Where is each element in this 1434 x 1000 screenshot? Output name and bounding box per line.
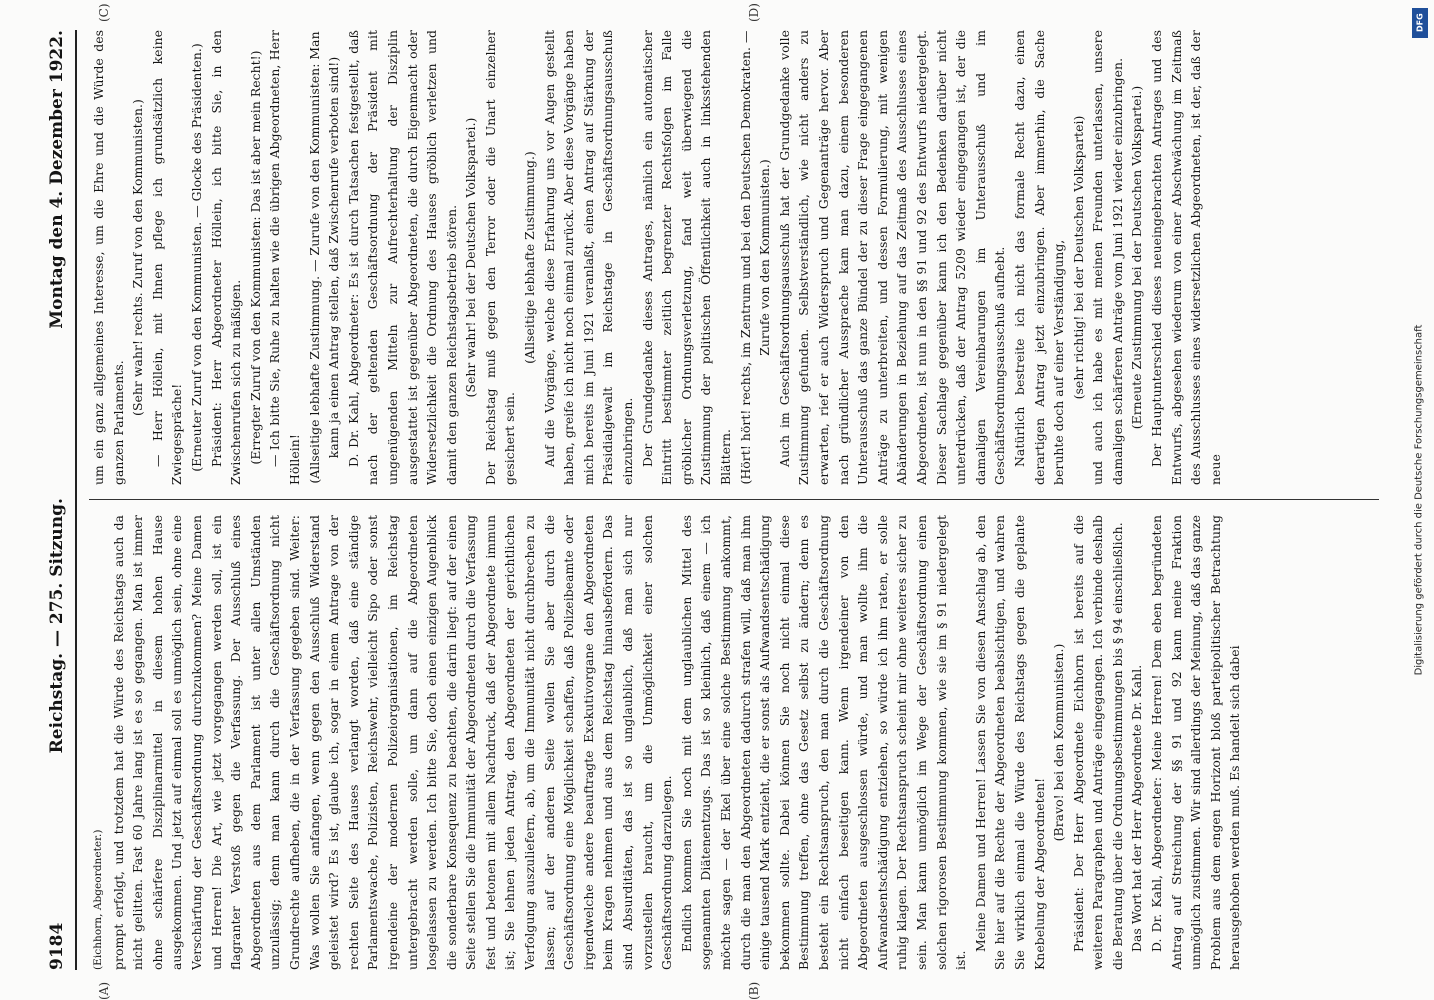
margin-marker-c: (C) <box>97 3 111 22</box>
paragraph: Der Hauptunterschied dieses neueingebrachten Antrages und des Entwurfs, abgesehen wiederum von einer Abschwächung im Zeitmaß des Ausschlusses eines widersetzlichen Abgeordneten, ist der, daß der neue <box>1149 30 1223 485</box>
dfg-logo: DFG <box>1412 8 1428 38</box>
paragraph: (sehr richtig! bei der Deutschen Volkspartei) <box>1070 115 1086 400</box>
paragraph: — Herr Höllein, mit Ihnen pflege ich grundsätzlich keine Zwiegespräche! <box>149 30 185 485</box>
session-date: Montag den 4. Dezember 1922. <box>47 30 67 329</box>
column-divider <box>89 499 1379 500</box>
paragraph: (Erneuter Zuruf von den Kommunisten. — Glocke des Präsidenten.) <box>188 43 204 472</box>
paragraph: Das Wort hat der Herr Abgeordnete Dr. Kahl. <box>1129 664 1145 952</box>
paragraph: (Allseitige lebhafte Zustimmung.) <box>522 151 538 364</box>
paragraph: — Ich bitte Sie, Ruhe zu halten wie die übrigen Abgeordneten, Herr Höllein! <box>267 30 302 485</box>
left-column <box>89 515 1389 970</box>
paragraph: (Bravo! bei den Kommunisten.) <box>1051 643 1067 842</box>
paragraph: (Sehr wahr! bei der Deutschen Volkspartei.) <box>463 117 479 398</box>
rotated-document-page <box>27 3 1407 1000</box>
paragraph: Präsident: Der Herr Abgeordnete Eichhorn ist bereits auf die weiteren Paragraphen und Anträge eingegangen. Ich verbinde deshalb die Beratung über die Ordnungsbestimmungen bis § 94 einschließlich. <box>1070 515 1125 970</box>
paragraph: und auch ich habe es mit meinen Freunden unterlassen, unsere damaligen schärferen Anträge vom Juni 1921 wieder einzubringen. <box>1090 30 1125 485</box>
paragraph: Präsident: Herr Abgeordneter Höllein, ich bitte Sie, in den Zwischenrufen sich zu mäßigen. <box>208 30 244 485</box>
paragraph: (Erregter Zuruf von den Kommunisten: Das ist aber mein Recht!) <box>247 50 263 465</box>
paragraph: (Allseitige lebhafte Zustimmung. — Zurufe von den Kommunisten: Man kann ja einen Antrag stellen, daß Zwischenrufe verboten sind!) <box>306 31 342 484</box>
margin-marker-b: (B) <box>747 981 761 1000</box>
paragraph: (Hört! hört! rechts, im Zentrum und bei den Deutschen Demokraten. — Zurufe von den Kommunisten.) <box>737 30 773 485</box>
paragraph: Auf die Vorgänge, welche diese Erfahrung uns vor Augen gestellt haben, greife ich nicht noch einmal zurück. Aber diese Vorgänge haben mich bereits im Juni 1921 veranlaßt, einen Antrag auf Stärkung der Präsidialgewalt im Reichstage in Geschäftsordnungsausschuß einzubringen. <box>541 30 636 485</box>
paragraph: Der Grundgedanke dieses Antrages, nämlich ein automatischer Eintritt bestimmter zeitlich begrenzter Rechtsfolgen im Falle gröblicher Ordnungsverletzung, fand weit überwiegend die Zustimmung der politischen Öffentlichkeit auch in linksstehenden Blättern. <box>639 30 733 485</box>
session-title: Reichstag. — 275. Sitzung. <box>47 498 67 754</box>
paragraph: Meine Damen und Herren! Lassen Sie von diesen Anschlag ab, den Sie hier auf die Rechte der Abgeordneten beabsichtigen, und wahren Sie wirklich einmal die Würde des Reichstags gegen die geplante Knebelung der Abgeordneten! <box>972 515 1047 970</box>
margin-marker-a: (A) <box>97 981 111 1000</box>
digitization-note-text: Digitalisierung gefördert durch die Deutsche Forschungsgemeinschaft <box>1413 324 1425 676</box>
paragraph: prompt erfolgt, und trotzdem hat die Würde des Reichstags auch da nicht gelitten. Fast 60 Jahre lang ist es so gegangen. Man ist immer ohne schärfere Disziplinarmittel in diesem hohen Hause ausgekommen. Und jetzt auf einmal soll es unmöglich sein, ohne eine Verschärfung der Geschäftsordnung durchzukommen? Meine Damen und Herren! Die Art, wie jetzt vorgegangen werden soll, ist ein flagranter Verstoß gegen die Verfassung. Der Ausschluß eines Abgeordneten aus dem Parlament ist unter allen Umständen unzulässig; denn man kann durch die Geschäftsordnung nicht Grundrechte aufheben, die in der Verfassung gegeben sind. Weiter: Was wollen Sie anfangen, wenn gegen den Ausschluß Widerstand geleistet wird? Es ist, glaube ich, sogar in einem Antrage von der rechten Seite des Hauses verlangt worden, daß eine ständige Parlamentswache, Polizisten, Reichswehr, vielleicht Sipo oder sonst irgendeine der modernen Polizeiorganisationen, im Reichstag untergebracht werden solle, um dann auf die Abgeordneten losgelassen zu werden. Ich bitte Sie, doch einen einzigen Augenblick die sonderbare Konsequenz zu beachten, die darin liegt: auf der einen Seite stellen Sie die Immunität der Abgeordneten durch die Verfassung fest und betonen mit allem Nachdruck, daß der Abgeordnete immun ist; Sie lehnen jeden Antrag, den Abgeordneten der gerichtlichen Verfolgung auszuliefern, ab, um die Immunität nicht durchbrechen zu lassen; auf der anderen Seite wollen Sie aber durch die Geschäftsordnung eine Möglichkeit schaffen, daß Polizeibeamte oder irgendwelche andere beauftragte Exekutivorgane den Abgeordneten beim Kragen nehmen und aus dem Reichstag hinausbefördern. Das sind Absurditäten, das ist so unglaublich, daß man sich nur vorzustellen braucht, um die Unmöglichkeit einer solchen Geschäftsordnung darzulegen. <box>110 515 675 970</box>
paragraph: Natürlich bestreite ich nicht das formale Recht dazu, einen derartigen Antrag jetzt einzubringen. Aber immerhin, die Sache beruhte doch auf einer Verständigung, <box>1011 30 1067 485</box>
right-column <box>89 30 1389 485</box>
paragraph: D. Dr. Kahl, Abgeordneter: Meine Herren! Dem eben begründeten Antrag auf Streichung der §§ 91 und 92 kann meine Fraktion unmöglich zustimmen. Wir sind allerdings der Meinung, daß das ganze Problem aus dem engen Horizont bloß parteipolitischer Betrachtung herausgehoben werden muß. Es handelt sich dabei <box>1149 515 1243 970</box>
paragraph: (Erneute Zustimmung bei der Deutschen Volkspartei.) <box>1129 85 1145 430</box>
paragraph: (Sehr wahr! rechts. Zuruf von den Kommunisten.) <box>130 99 146 416</box>
page-number: 9184 <box>47 922 67 970</box>
paragraph: Endlich kommen Sie noch mit dem unglaublichen Mittel des sogenannten Diätenentzugs. Das ist so kleinlich, daß einem — ich möchte sagen — der Ekel über eine solche Bestimmung ankommt, durch die man den Abgeordneten dadurch strafen will, daß man ihm einige tausend Mark entzieht, die er sonst als Aufwandsentschädigung bekommen sollte. Dabei können Sie noch nicht einmal diese Bestimmung treffen, ohne das Gesetz selbst zu ändern; denn es besteht ein Rechtsanspruch, den man durch die Geschäftsordnung nicht einfach beseitigen kann. Wenn irgendeiner von den Abgeordneten ausgeschlossen würde, und man wollte ihm die Aufwandsentschädigung entziehen, so würde ich ihm raten, er solle ruhig klagen. Der Rechtsanspruch scheint mir ohne weiteres sicher zu sein. Man kann unmöglich im Wege der Geschäftsordnung einen solchen rigorosen Bestimmung kommen, wie sie im § 91 niedergelegt ist. <box>678 515 969 970</box>
digitization-note <box>1412 14 1426 986</box>
paragraph: um ein ganz allgemeines Interesse, um die Ehre und die Würde des ganzen Parlaments. <box>91 30 126 485</box>
header-rule <box>75 30 77 970</box>
page-header <box>27 30 67 970</box>
margin-marker-d: (D) <box>747 3 761 22</box>
paragraph: (Eichhorn, Abgeordneter.) <box>92 829 104 970</box>
paragraph: Auch im Geschäftsordnungsausschuß hat der Grundgedanke volle Zustimmung gefunden. Selbstverständlich, wie nicht anders zu erwarten, rief er auch Widerspruch und Gegenanträge hervor. Aber nach gründlicher Aussprache kam man dazu, einem besonderen Unterausschuß das ganze Bündel der zu dieser Frage eingegangenen Anträge zu unterbreiten, und dessen Formulierung, mit wenigen Abänderungen in Beziehung auf das Zeitmaß des Ausschlusses eines Abgeordneten, ist nun in den §§ 91 und 92 des Entwurfs niedergelegt. Dieser Sachlage gegenüber kann ich den Bedenken darüber nicht unterdrücken, daß der Antrag 5209 wieder eingegangen ist, der die damaligen Vereinbarungen im Unterausschuß und im Geschäftsordnungsausschuß aufhebt. <box>776 30 1008 485</box>
paragraph: D. Dr. Kahl, Abgeordneter: Es ist durch Tatsachen festgestellt, daß nach der geltenden Geschäftsordnung der Präsident mit ungenügenden Mitteln zur Aufrechterhaltung der Disziplin ausgestattet ist gegenüber Abgeordneten, die durch Eigenmacht oder Widersetzlichkeit die Ordnung des Hauses gröblich verletzen und damit den ganzen Reichstagsbetrieb stören. <box>345 30 459 485</box>
paragraph: Der Reichstag muß gegen den Terror oder die Unart einzelner gesichert sein. <box>482 30 518 485</box>
